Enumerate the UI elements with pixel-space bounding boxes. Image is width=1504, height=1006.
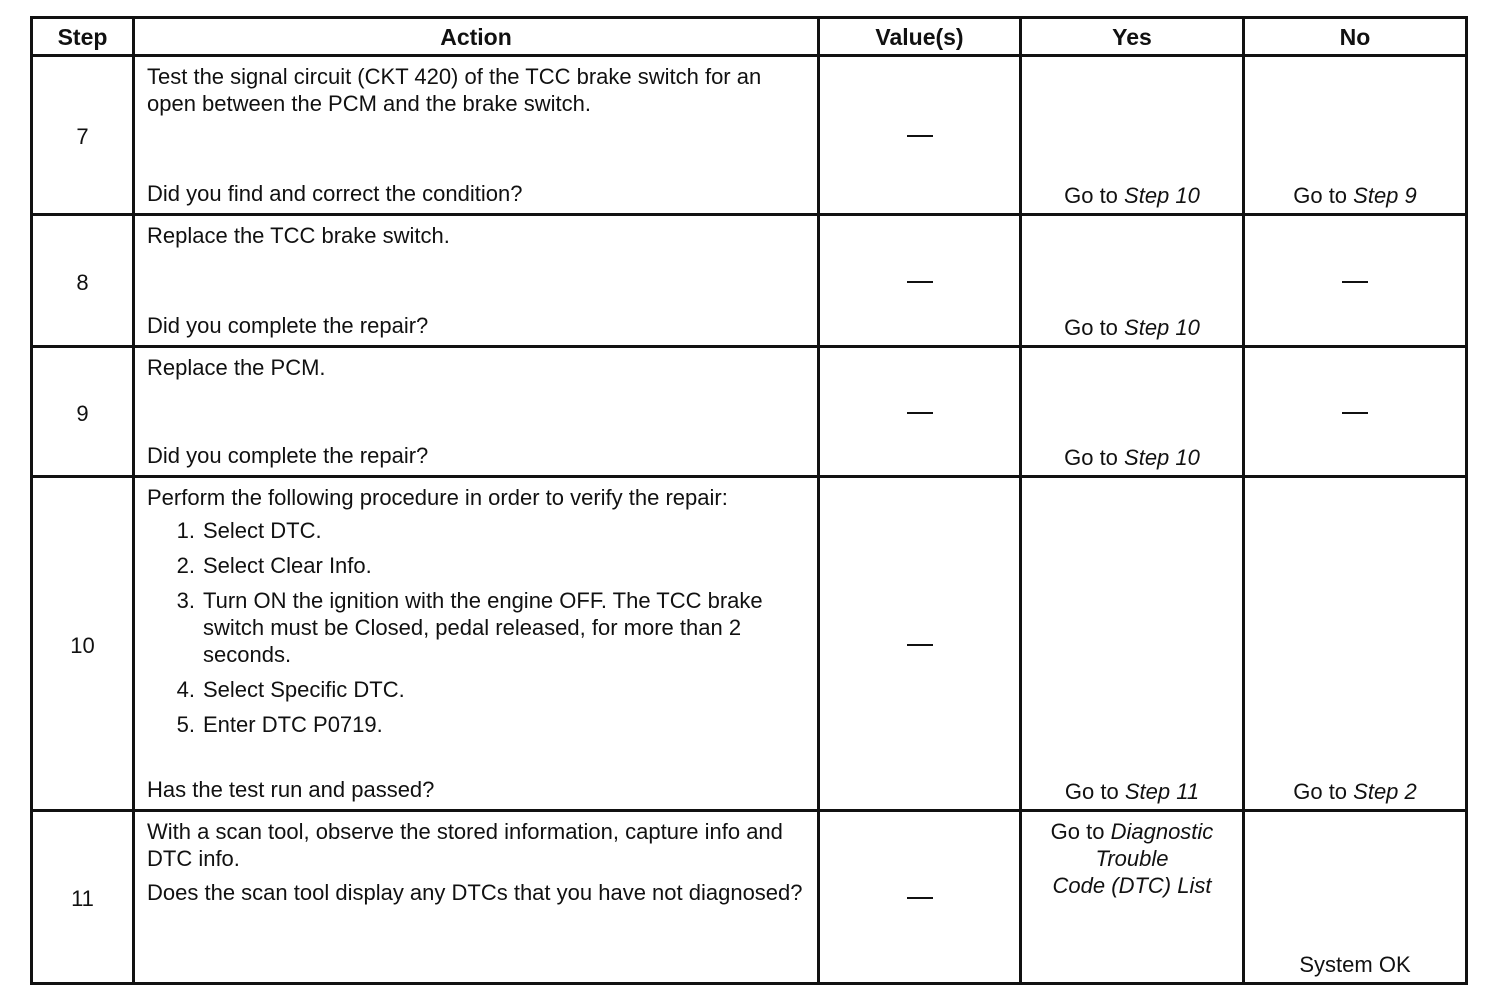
yes-cell (1021, 347, 1244, 477)
dash-mark (1342, 412, 1368, 414)
yes-prefix: Go to (1064, 183, 1125, 208)
action-cell (134, 215, 819, 347)
value-cell (819, 477, 1021, 811)
action-question: Did you complete the repair? (147, 313, 429, 338)
yes-prefix: Go to (1064, 445, 1125, 470)
list-text: Enter DTC P0719. (203, 712, 383, 737)
action-question: Does the scan tool display any DTCs that you have not diagnosed? (147, 880, 803, 905)
step-number: 10 (32, 477, 134, 811)
list-text: Turn ON the ignition with the engine OFF. The TCC brake switch must be Closed, pedal released, for more than 2 seconds. (203, 588, 763, 667)
action-question: Has the test run and passed? (147, 777, 435, 802)
table-row (32, 477, 1467, 811)
action-cell (134, 56, 819, 215)
list-item (147, 676, 805, 703)
procedure-list (147, 517, 805, 738)
no-cell (1244, 215, 1467, 347)
step-number: 11 (32, 811, 134, 984)
no-cell (1244, 56, 1467, 215)
step-number: 8 (32, 215, 134, 347)
dash-mark (907, 897, 933, 899)
yes-link[interactable]: Diagnostic (1110, 819, 1214, 844)
list-number: 3. (176, 588, 195, 613)
dash-mark (907, 281, 933, 283)
list-number: 2. (176, 553, 195, 578)
action-text: With a scan tool, observe the stored information, capture info and DTC info. (147, 819, 783, 871)
no-result: System OK (1299, 952, 1411, 977)
action-text: Test the signal circuit (CKT 420) of the TCC brake switch for an open between the PCM and the brake switch. (147, 64, 762, 116)
dash-mark (1342, 281, 1368, 283)
header-no: No (1244, 18, 1467, 56)
header-row (32, 18, 1467, 56)
dash-mark (907, 135, 933, 137)
action-cell (134, 347, 819, 477)
table-row (32, 811, 1467, 984)
yes-link[interactable]: Step 11 (1124, 779, 1200, 804)
no-link[interactable]: Step 9 (1353, 183, 1417, 208)
action-text: Replace the TCC brake switch. (147, 223, 450, 248)
header-step: Step (32, 18, 134, 56)
no-link[interactable]: Step 2 (1353, 779, 1417, 804)
yes-link[interactable]: Trouble (1095, 846, 1169, 871)
table-row (32, 215, 1467, 347)
yes-prefix: Go to (1064, 779, 1125, 804)
list-text: Select Clear Info. (203, 553, 372, 578)
no-prefix: Go to (1293, 779, 1354, 804)
step-number: 7 (32, 56, 134, 215)
value-cell (819, 215, 1021, 347)
yes-link[interactable]: Step 10 (1124, 315, 1200, 340)
yes-link[interactable]: Step 10 (1124, 183, 1200, 208)
value-cell (819, 56, 1021, 215)
yes-cell (1021, 811, 1244, 984)
header-action: Action (134, 18, 819, 56)
list-text: Select DTC. (203, 518, 322, 543)
yes-prefix: Go to (1064, 315, 1125, 340)
list-item (147, 711, 805, 738)
no-cell (1244, 477, 1467, 811)
dash-mark (907, 412, 933, 414)
no-cell (1244, 347, 1467, 477)
table-row (32, 347, 1467, 477)
list-number: 4. (176, 677, 195, 702)
step-number: 9 (32, 347, 134, 477)
value-cell (819, 347, 1021, 477)
list-item (147, 587, 805, 668)
yes-prefix: Go to (1050, 819, 1111, 844)
action-text: Replace the PCM. (147, 355, 326, 380)
no-prefix: Go to (1293, 183, 1354, 208)
yes-link[interactable]: Code (DTC) List (1052, 873, 1212, 898)
list-number: 5. (176, 712, 195, 737)
list-item (147, 552, 805, 579)
list-text: Select Specific DTC. (203, 677, 405, 702)
yes-link[interactable]: Step 10 (1124, 445, 1200, 470)
header-values: Value(s) (819, 18, 1021, 56)
action-text: Perform the following procedure in order to verify the repair: (147, 485, 728, 510)
yes-cell (1021, 56, 1244, 215)
header-yes: Yes (1021, 18, 1244, 56)
table-row (32, 56, 1467, 215)
yes-cell (1021, 477, 1244, 811)
action-question: Did you find and correct the condition? (147, 181, 523, 206)
list-item (147, 517, 805, 544)
dash-mark (907, 644, 933, 646)
yes-cell (1021, 215, 1244, 347)
list-number: 1. (176, 518, 195, 543)
action-cell (134, 477, 819, 811)
no-cell (1244, 811, 1467, 984)
value-cell (819, 811, 1021, 984)
action-cell (134, 811, 819, 984)
action-question: Did you complete the repair? (147, 443, 429, 468)
diagnostic-table (30, 16, 1468, 985)
